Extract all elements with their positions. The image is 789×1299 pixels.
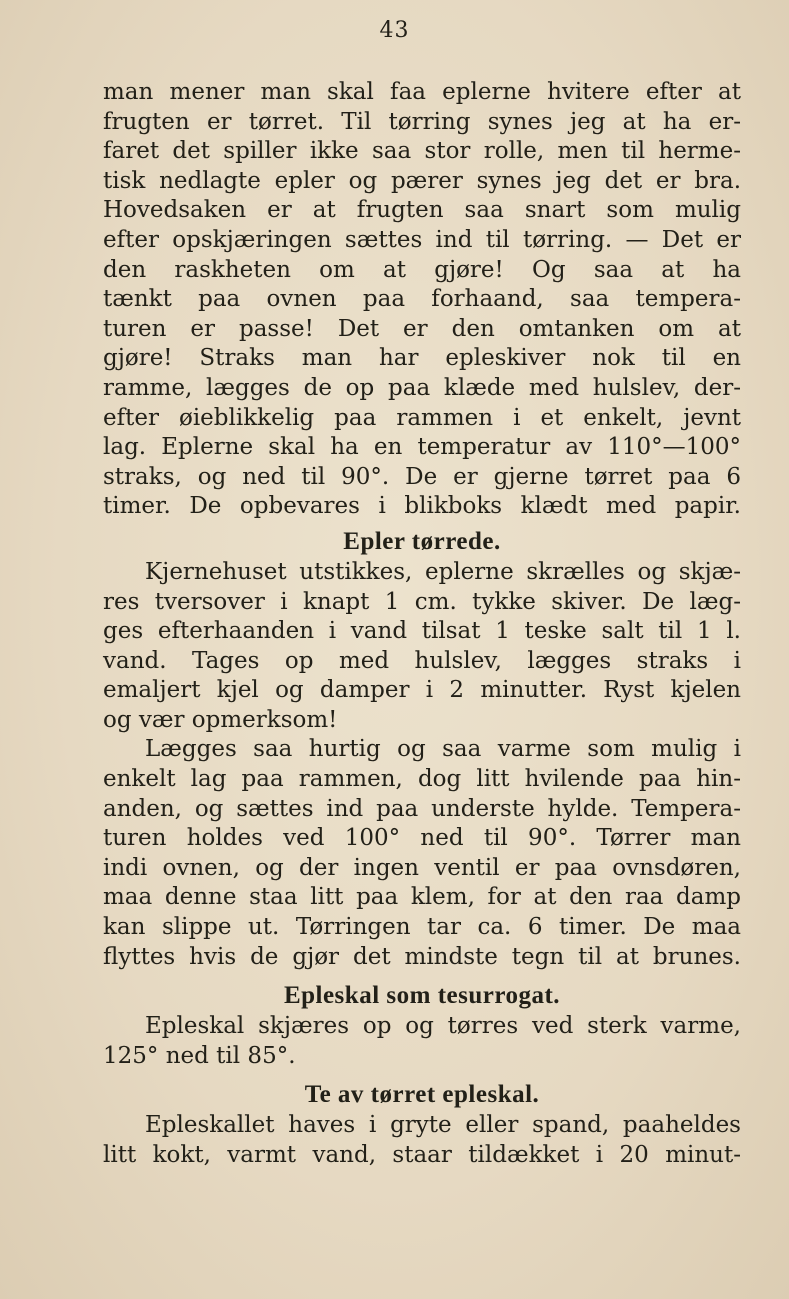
- text-line: lag. Eplerne skal ha en temperatur av 110°—100°: [103, 434, 741, 461]
- text-line: indi ovnen, og der ingen ventil er paa ovnsdøren,: [103, 854, 741, 881]
- text-line: 125° ned til 85°.: [103, 1042, 296, 1069]
- text-line: res tversover i knapt 1 cm. tykke skiver. De læg-: [103, 588, 741, 615]
- text-line: faret det spiller ikke saa stor rolle, men til herme-: [103, 138, 741, 165]
- text-line: man mener man skal faa eplerne hvitere efter at: [103, 79, 741, 105]
- paragraph-epleskal-tesurrogat: [103, 1012, 741, 1071]
- text-line: litt kokt, varmt vand, staar tildækket i 20 minut-: [103, 1142, 741, 1168]
- page-number: 43: [379, 18, 410, 43]
- text-line: enkelt lag paa rammen, dog litt hvilende paa hin-: [103, 766, 741, 793]
- text-line: Lægges saa hurtig og saa varme som mulig i: [145, 736, 741, 763]
- text-line: og vær opmerksom!: [103, 706, 338, 733]
- text-line: efter øieblikkelig paa rammen i et enkelt, jevnt: [103, 404, 741, 431]
- text-line: Kjernehuset utstikkes, eplerne skrælles og skjæ-: [145, 558, 741, 585]
- text-line: ramme, lægges de op paa klæde med hulslev, der-: [103, 374, 741, 401]
- section-heading-epler-torrede: Epler tørrede.: [343, 527, 501, 555]
- text-line: efter opskjæringen sættes ind til tørring. — Det er: [103, 226, 741, 253]
- section-heading-te-av-torret-epleskal: Te av tørret epleskal.: [304, 1081, 540, 1109]
- text-line: Hovedsaken er at frugten saa snart som mulig: [103, 197, 741, 224]
- text-line: timer. De opbevares i blikboks klædt med papir.: [103, 493, 741, 520]
- text-line: flyttes hvis de gjør det mindste tegn til at brunes.: [103, 943, 741, 970]
- page-body: [103, 78, 741, 1171]
- paragraph-intro: [103, 78, 741, 522]
- text-line: turen er passe! Det er den omtanken om at: [103, 315, 741, 342]
- text-line: Epleskallet haves i gryte eller spand, paaheldes: [145, 1112, 741, 1139]
- paragraph-te-av-torret-epleskal: [103, 1111, 741, 1170]
- text-line: turen holdes ved 100° ned til 90°. Tørrer man: [103, 825, 741, 852]
- text-line: ges efterhaanden i vand tilsat 1 teske salt til 1 l.: [103, 618, 741, 645]
- text-line: straks, og ned til 90°. De er gjerne tørret paa 6: [103, 463, 741, 490]
- text-line: vand. Tages op med hulslev, lægges straks i: [103, 647, 741, 674]
- text-line: maa denne staa litt paa klem, for at den raa damp: [103, 884, 741, 911]
- section-heading-epleskal-tesurrogat: Epleskal som tesurrogat.: [283, 982, 561, 1010]
- text-line: kan slippe ut. Tørringen tar ca. 6 timer. De maa: [103, 914, 741, 941]
- text-line: den raskheten om at gjøre! Og saa at ha: [103, 256, 741, 283]
- text-line: tisk nedlagte epler og pærer synes jeg det er bra.: [103, 167, 741, 194]
- paragraph-epler-torrede: [103, 558, 741, 972]
- text-line: tænkt paa ovnen paa forhaand, saa tempera-: [103, 286, 741, 313]
- text-line: gjøre! Straks man har epleskiver nok til en: [103, 345, 741, 372]
- text-line: anden, og sættes ind paa underste hylde. Tempera-: [103, 795, 741, 822]
- text-line: Epleskal skjæres op og tørres ved sterk varme,: [145, 1013, 741, 1040]
- text-line: frugten er tørret. Til tørring synes jeg at ha er-: [103, 108, 741, 135]
- text-line: emaljert kjel og damper i 2 minutter. Ryst kjelen: [103, 677, 741, 704]
